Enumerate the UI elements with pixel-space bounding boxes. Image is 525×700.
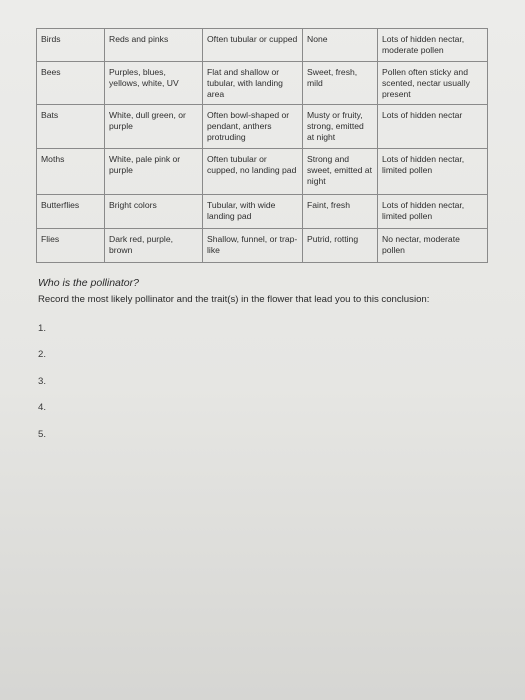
reward-cell: Lots of hidden nectar, moderate pollen <box>378 29 488 62</box>
reward-cell: Lots of hidden nectar <box>378 105 488 149</box>
pollinator-cell: Flies <box>37 229 105 263</box>
color-cell: Reds and pinks <box>105 29 203 62</box>
table-row <box>37 62 488 105</box>
scent-cell: Sweet, fresh, mild <box>303 62 378 105</box>
question-heading: Who is the pollinator? <box>38 277 139 289</box>
reward-cell: No nectar, moderate pollen <box>378 229 488 263</box>
color-cell: White, dull green, or purple <box>105 105 203 149</box>
answer-number: 1. <box>38 323 47 334</box>
color-cell: Dark red, purple, brown <box>105 229 203 263</box>
pollinator-cell: Birds <box>37 29 105 62</box>
color-cell: White, pale pink or purple <box>105 149 203 195</box>
table-row <box>37 149 488 195</box>
pollinator-cell: Moths <box>37 149 105 195</box>
color-cell: Bright colors <box>105 195 203 229</box>
pollinator-cell: Bees <box>37 62 105 105</box>
pollinator-table <box>36 28 488 263</box>
table-row <box>37 195 488 229</box>
scent-cell: Strong and sweet, emitted at night <box>303 149 378 195</box>
scent-cell: Faint, fresh <box>303 195 378 229</box>
answer-number: 3. <box>38 376 47 387</box>
pollinator-cell: Bats <box>37 105 105 149</box>
shape-cell: Flat and shallow or tubular, with landing area <box>203 62 303 105</box>
reward-cell: Pollen often sticky and scented, nectar usually present <box>378 62 488 105</box>
answer-number: 5. <box>38 429 47 440</box>
shape-cell: Tubular, with wide landing pad <box>203 195 303 229</box>
shape-cell: Shallow, funnel, or trap-like <box>203 229 303 263</box>
scent-cell: Putrid, rotting <box>303 229 378 263</box>
shape-cell: Often tubular or cupped, no landing pad <box>203 149 303 195</box>
table-row <box>37 105 488 149</box>
table-row <box>37 229 488 263</box>
color-cell: Purples, blues, yellows, white, UV <box>105 62 203 105</box>
table-row <box>37 29 488 62</box>
shape-cell: Often bowl-shaped or pendant, anthers protruding <box>203 105 303 149</box>
reward-cell: Lots of hidden nectar, limited pollen <box>378 149 488 195</box>
answer-number: 4. <box>38 402 47 413</box>
shape-cell: Often tubular or cupped <box>203 29 303 62</box>
answer-number: 2. <box>38 349 47 360</box>
reward-cell: Lots of hidden nectar, limited pollen <box>378 195 488 229</box>
instruction-text: Record the most likely pollinator and the trait(s) in the flower that lead you to this conclusion: <box>38 294 430 305</box>
scent-cell: None <box>303 29 378 62</box>
scent-cell: Musty or fruity, strong, emitted at night <box>303 105 378 149</box>
pollinator-cell: Butterflies <box>37 195 105 229</box>
